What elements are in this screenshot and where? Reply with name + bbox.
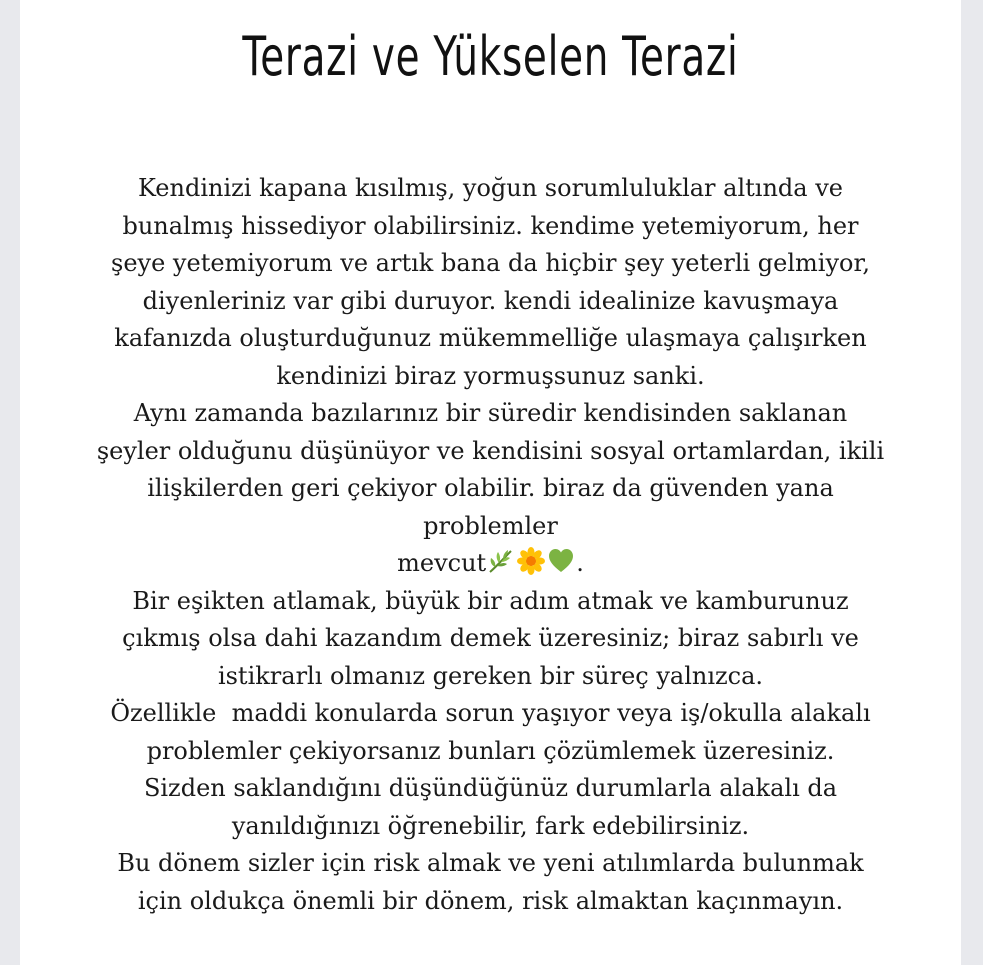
herb-icon — [487, 547, 515, 575]
text-line: Aynı zamanda bazılarınız bir süredir kendisinden saklanan — [133, 399, 848, 427]
text-line: Özellikle maddi konularda sorun yaşıyor veya iş/okulla alakalı — [110, 699, 871, 727]
text-line: ilişkilerden geri çekiyor olabilir. biraz da güvenden yana — [147, 474, 834, 502]
text-line: kafanızda oluşturduğunuz mükemmelliğe ulaşmaya çalışırken — [114, 324, 867, 352]
text-line: şeyler olduğunu düşünüyor ve kendisini sosyal ortamlardan, ikili — [96, 436, 885, 465]
text-line: için oldukça önemli bir dönem, risk almaktan kaçınmayın. — [137, 886, 844, 915]
text-line: istikrarlı olmanız gereken bir süreç yalnızca. — [217, 661, 764, 690]
text-line: yanıldığınızı öğrenebilir, fark edebilirsiniz. — [231, 811, 750, 840]
text-line: çıkmış olsa dahi kazandım demek üzeresiniz; biraz sabırlı ve — [122, 624, 859, 652]
text-line: bunalmış hissediyor olabilirsiniz. kendime yetemiyorum, her — [122, 211, 859, 240]
blossom-icon — [517, 547, 545, 575]
body-text — [20, 170, 961, 920]
page — [20, 0, 961, 965]
emoji-line — [20, 545, 961, 583]
text-line: şeye yetemiyorum ve artık bana da hiçbir şey yeterli gelmiyor, — [111, 249, 870, 277]
text-line: problemler — [423, 511, 558, 540]
text-line: Kendinizi kapana kısılmış, yoğun sorumluluklar altında ve — [138, 174, 843, 202]
emoji-line-text: mevcut — [397, 549, 487, 577]
text-line: diyenleriniz var gibi duruyor. kendi idealinize kavuşmaya — [142, 286, 839, 315]
green-heart-icon — [547, 547, 575, 575]
page-title: Terazi ve Yükselen Terazi — [242, 25, 739, 88]
text-line: kendinizi biraz yormuşsunuz sanki. — [276, 361, 705, 390]
text-line: Bu dönem sizler için risk almak ve yeni atılımlarda bulunmak — [117, 849, 864, 877]
text-line: Bir eşikten atlamak, büyük bir adım atmak ve kamburunuz — [132, 586, 849, 615]
text-line: Sizden saklandığını düşündüğünüz durumlarla alakalı da — [143, 774, 838, 802]
text-line: problemler çekiyorsanız bunları çözümlemek üzeresiniz. — [146, 736, 835, 765]
emoji-line-end: . — [576, 549, 584, 577]
